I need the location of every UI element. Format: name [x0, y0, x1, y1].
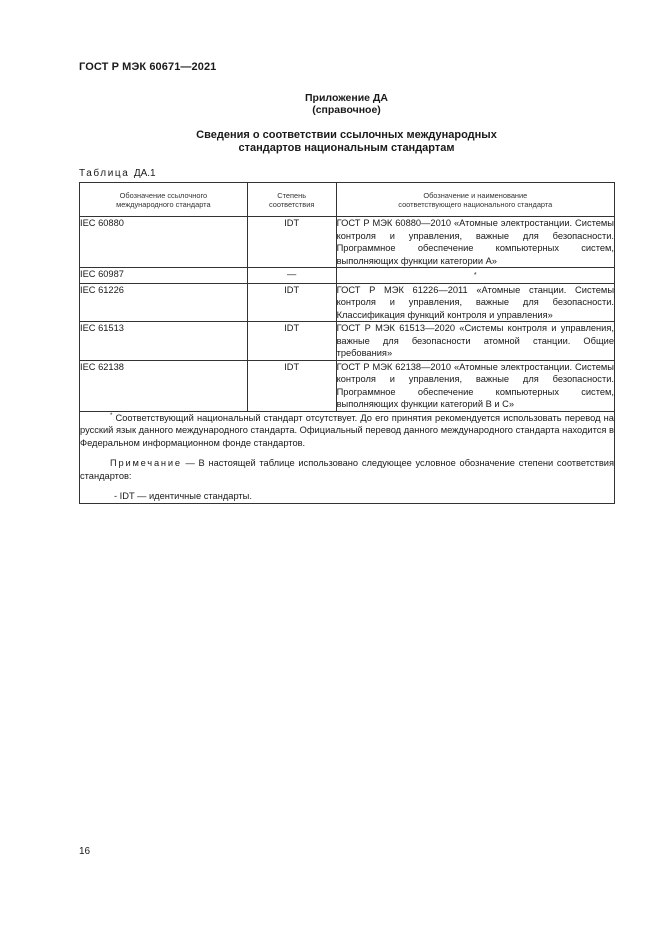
cell-national: ГОСТ Р МЭК 62138—2010 «Атомные электростанции. Системы контроля и управления, важные для безопасности. Программное обеспечение компьютерных систем, выполняющих функции категорий В и С»	[336, 361, 614, 409]
cell-ref: IEC 62138	[80, 360, 248, 411]
cell-ref: IEC 60880	[80, 217, 248, 268]
header-col1-line1: Обозначение ссылочного	[119, 190, 208, 200]
cell-degree: IDT	[247, 360, 336, 411]
table-notes	[80, 411, 615, 503]
table-caption-number: ДА.1	[133, 168, 156, 179]
legend-item: - IDT — идентичные стандарты.	[114, 491, 252, 501]
footnote-text: Соответствующий национальный стандарт отсутствует. До его принятия рекомендуется использовать перевод на русский язык данного международного стандарта. Официальный перевод данного международного стандарта находится в Федеральном информационном фонде стандартов.	[80, 412, 614, 448]
table-row	[80, 322, 615, 361]
cell-degree: IDT	[247, 283, 336, 322]
table-caption-label: Таблица	[79, 168, 130, 179]
note-label: Примечание	[110, 458, 182, 468]
section-heading-line2: стандартов национальным стандартам	[238, 142, 455, 154]
note-text: — В настоящей таблице использовано следующее условное обозначение степени соответствия стандартов:	[80, 458, 614, 481]
header-col2-line2: соответствия	[268, 200, 315, 209]
footnote	[80, 412, 614, 450]
header-col3-line2: соответствующего национального стандарта	[398, 200, 553, 209]
cell-ref: IEC 60987	[80, 268, 248, 284]
correspondence-table	[79, 182, 615, 504]
appendix-subtitle: (справочное)	[312, 104, 381, 116]
footnote-mark: *	[110, 412, 113, 419]
header-national-standard	[336, 183, 614, 217]
document-code: ГОСТ Р МЭК 60671—2021	[79, 61, 217, 73]
header-degree	[247, 183, 336, 217]
cell-national: ГОСТ Р МЭК 61226—2011 «Атомные станции. Системы контроля и управления, важные для безопасности. Классификация функций контроля и управления»	[336, 284, 614, 320]
header-col3-line1: Обозначение и наименование	[423, 190, 528, 200]
section-heading	[0, 129, 661, 155]
table-row	[80, 217, 615, 268]
appendix-title-block	[0, 92, 661, 116]
cell-national: ГОСТ Р МЭК 60880—2010 «Атомные электростанции. Системы контроля и управления, важные для безопасности. Программное обеспечение компьютерных систем, выполняющих функции категории А»	[336, 218, 614, 266]
header-col2-line1: Степень	[277, 190, 307, 200]
cell-national: ГОСТ Р МЭК 61513—2020 «Системы контроля и управления, важные для безопасности атомной станции. Общие требования»	[336, 323, 614, 358]
table-row	[80, 283, 615, 322]
header-international-standard	[80, 183, 248, 217]
cell-degree: IDT	[247, 322, 336, 361]
table-row	[80, 360, 615, 411]
header-col1-line2: международного стандарта	[116, 200, 211, 209]
table-row	[80, 268, 615, 284]
cell-degree: —	[247, 268, 336, 284]
table-header-row	[80, 183, 615, 217]
section-heading-line1: Сведения о соответствии ссылочных международных	[196, 129, 497, 141]
appendix-title: Приложение ДА	[305, 92, 388, 104]
table-caption	[79, 168, 156, 179]
page-number: 16	[79, 846, 91, 857]
table-notes-row	[80, 411, 615, 503]
cell-ref: IEC 61226	[80, 283, 248, 322]
cell-ref: IEC 61513	[80, 322, 248, 361]
table-note	[80, 457, 614, 482]
cell-national: *	[336, 268, 614, 284]
cell-degree: IDT	[247, 217, 336, 268]
